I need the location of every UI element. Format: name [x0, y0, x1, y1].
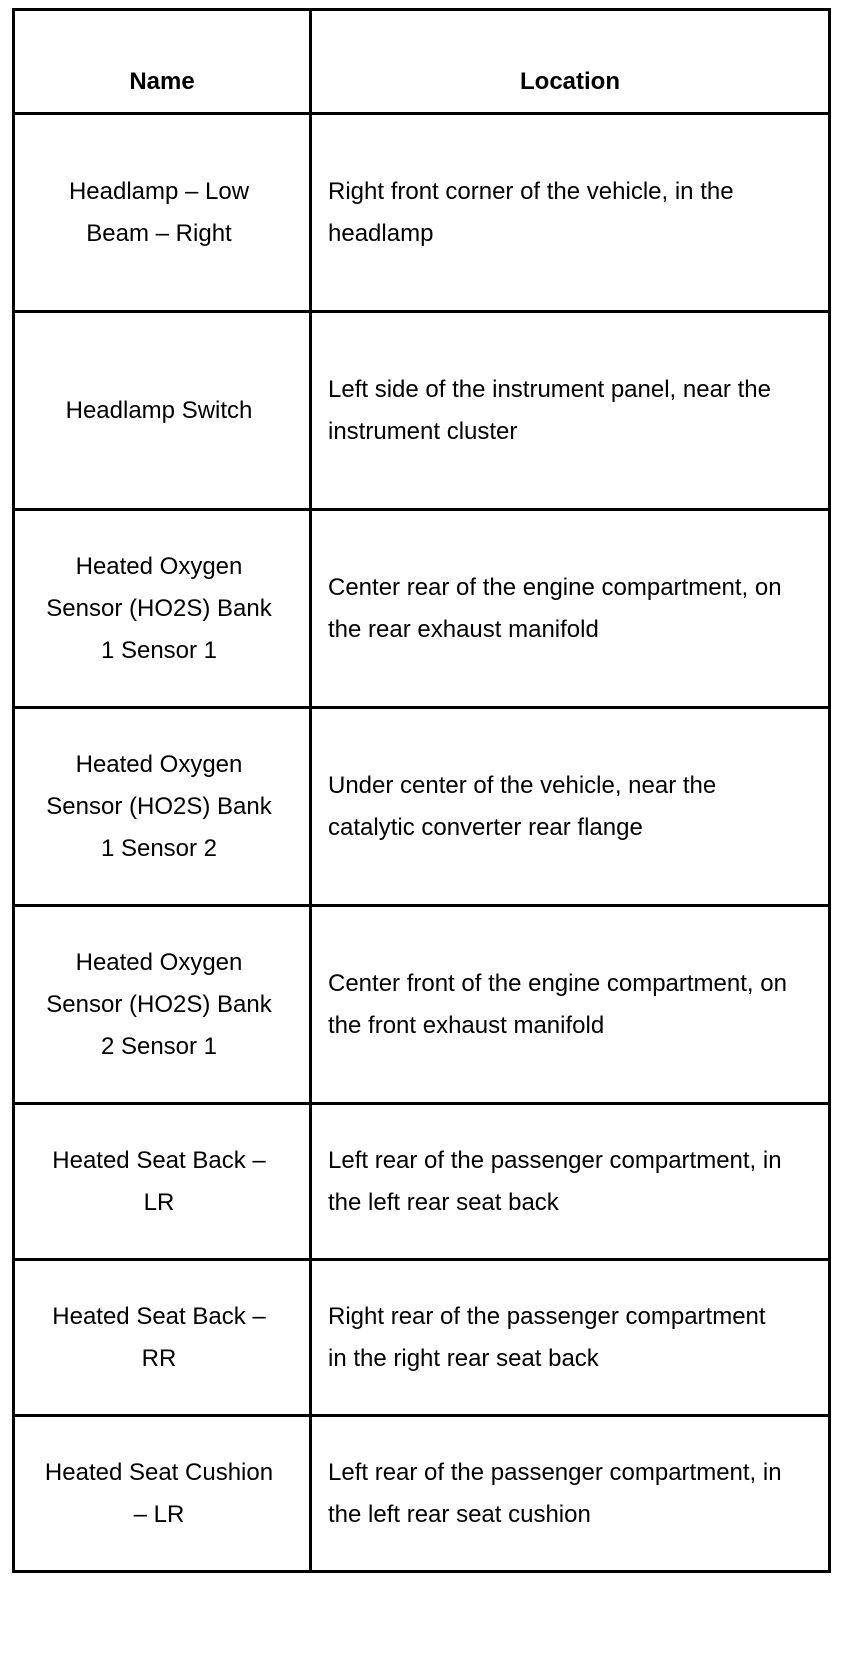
component-location-cell: Left rear of the passenger compartment, in the left rear seat cushion	[311, 1416, 830, 1572]
table-row	[14, 906, 830, 1104]
component-name-cell: Heated Oxygen Sensor (HO2S) Bank 1 Sensor 1	[14, 510, 311, 708]
table-row	[14, 1260, 830, 1416]
component-location-cell: Under center of the vehicle, near the catalytic converter rear flange	[311, 708, 830, 906]
component-location-cell: Left rear of the passenger compartment, in the left rear seat back	[311, 1104, 830, 1260]
table-header-row	[14, 10, 830, 114]
table-row	[14, 312, 830, 510]
component-name-cell: Headlamp – Low Beam – Right	[14, 114, 311, 312]
name-column-header: Name	[14, 10, 311, 114]
component-name-cell: Heated Oxygen Sensor (HO2S) Bank 1 Sensor 2	[14, 708, 311, 906]
component-name-cell: Heated Seat Cushion – LR	[14, 1416, 311, 1572]
table-row	[14, 510, 830, 708]
component-location-cell: Center rear of the engine compartment, on the rear exhaust manifold	[311, 510, 830, 708]
component-name-cell: Headlamp Switch	[14, 312, 311, 510]
component-name-cell: Heated Oxygen Sensor (HO2S) Bank 2 Sensor 1	[14, 906, 311, 1104]
table-row	[14, 114, 830, 312]
table-row	[14, 1416, 830, 1572]
component-location-cell: Center front of the engine compartment, on the front exhaust manifold	[311, 906, 830, 1104]
location-column-header: Location	[311, 10, 830, 114]
table-row	[14, 708, 830, 906]
component-name-cell: Heated Seat Back – LR	[14, 1104, 311, 1260]
component-location-cell: Right front corner of the vehicle, in the headlamp	[311, 114, 830, 312]
component-name-cell: Heated Seat Back – RR	[14, 1260, 311, 1416]
component-location-table	[12, 8, 831, 1573]
table-row	[14, 1104, 830, 1260]
component-location-cell: Right rear of the passenger compartment in the right rear seat back	[311, 1260, 830, 1416]
component-location-cell: Left side of the instrument panel, near the instrument cluster	[311, 312, 830, 510]
